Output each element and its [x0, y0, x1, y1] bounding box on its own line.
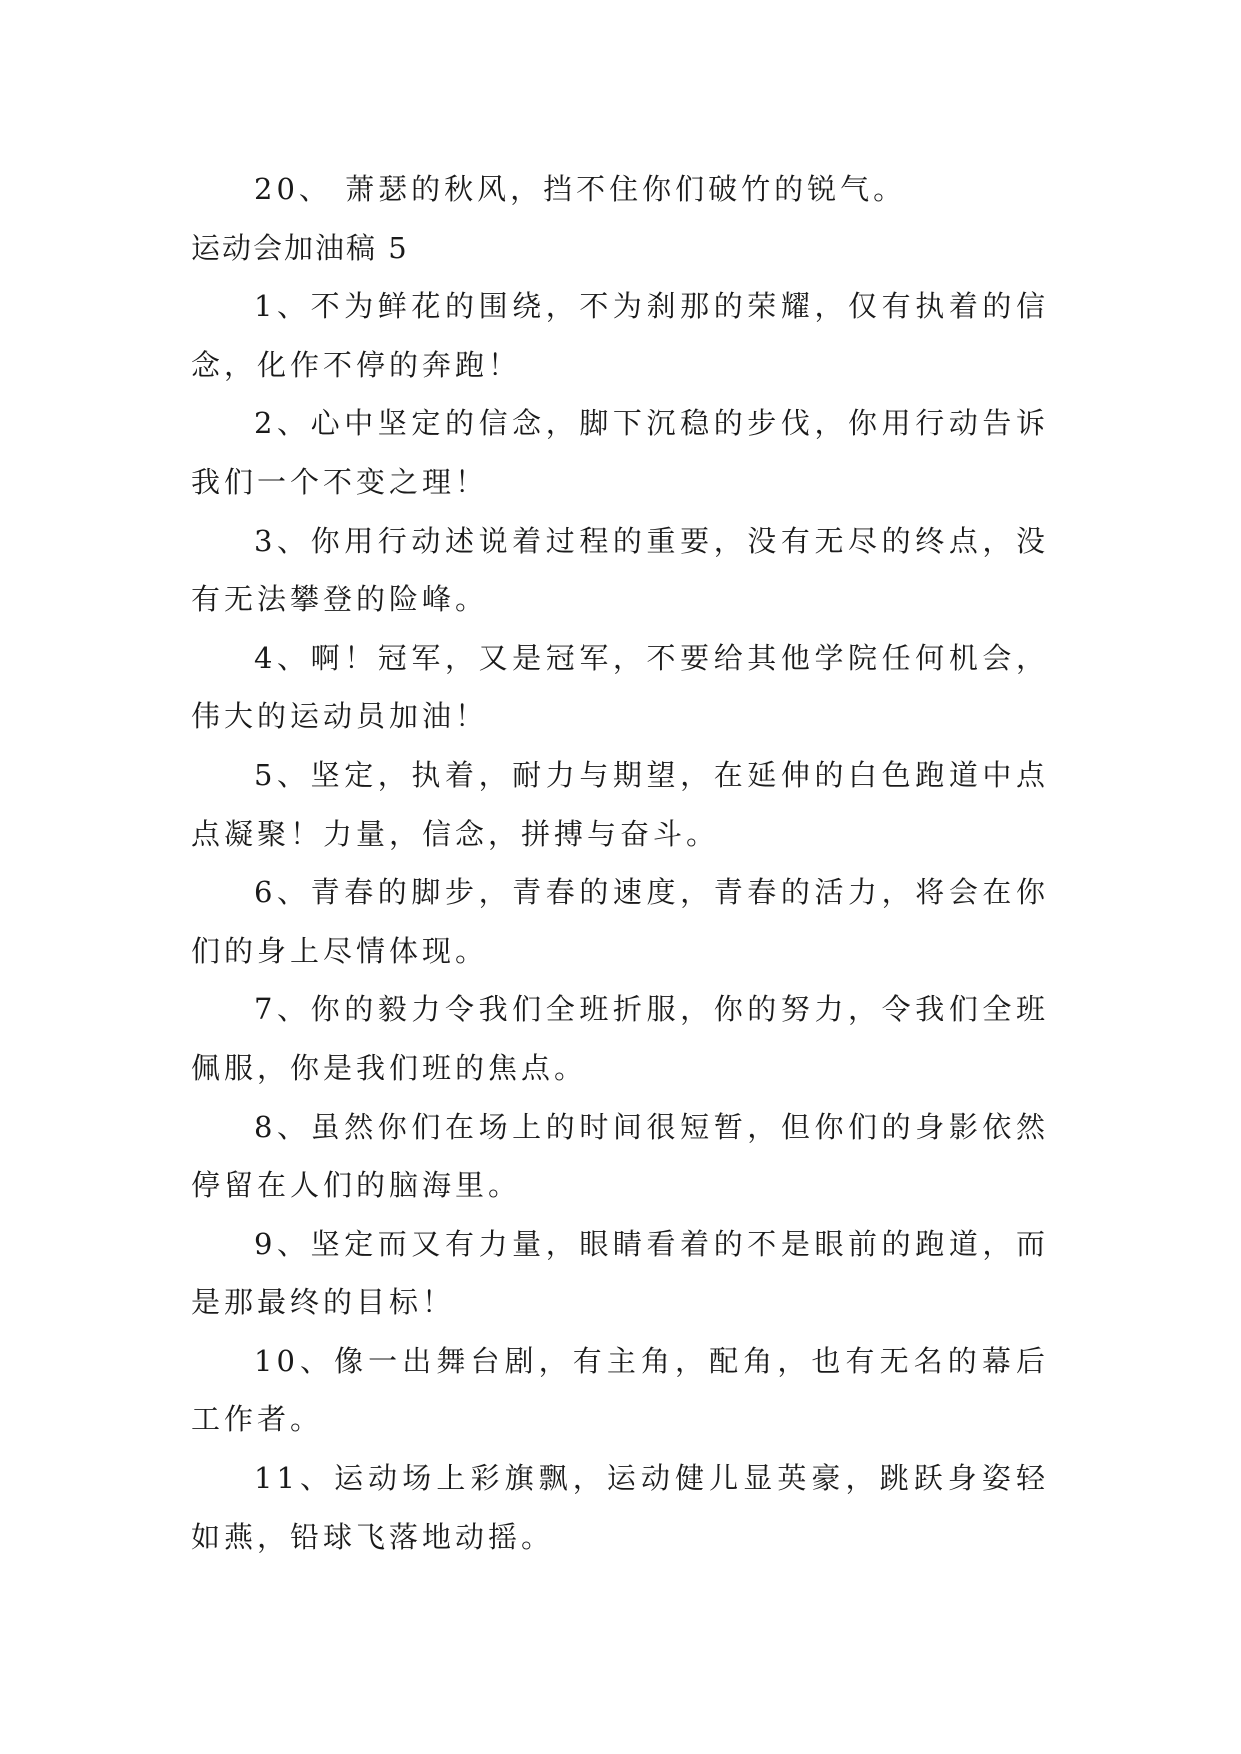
document-page [191, 160, 1049, 1566]
list-item: 10、像一出舞台剧，有主角，配角，也有无名的幕后工作者。 [191, 1343, 1049, 1437]
list-item: 5、坚定，执着，耐力与期望，在延伸的白色跑道中点点凝聚！力量，信念，拼搏与奋斗。 [191, 757, 1049, 851]
list-item: 11、运动场上彩旗飘，运动健儿显英豪，跳跃身姿轻如燕，铅球飞落地动摇。 [191, 1461, 1049, 1554]
list-item: 6、青春的脚步，青春的速度，青春的活力，将会在你们的身上尽情体现。 [191, 875, 1049, 968]
list-item: 8、虽然你们在场上的时间很短暂，但你们的身影依然停留在人们的脑海里。 [191, 1109, 1049, 1203]
list-item: 2、心中坚定的信念，脚下沉稳的步伐，你用行动告诉我们一个不变之理！ [191, 406, 1049, 499]
list-item: 7、你的毅力令我们全班折服，你的努力，令我们全班佩服，你是我们班的焦点。 [191, 992, 1049, 1085]
section-title: 运动会加油稿 5 [191, 230, 409, 265]
list-item: 3、你用行动述说着过程的重要，没有无尽的终点，没有无法攀登的险峰。 [191, 523, 1049, 617]
list-item: 1、不为鲜花的围绕，不为刹那的荣耀，仅有执着的信念，化作不停的奔跑！ [191, 289, 1049, 382]
list-item: 9、坚定而又有力量，眼睛看着的不是眼前的跑道，而是那最终的目标！ [191, 1226, 1049, 1320]
list-item: 4、啊！冠军，又是冠军，不要给其他学院任何机会，伟大的运动员加油！ [191, 640, 1049, 734]
intro-line: 20、 萧瑟的秋风，挡不住你们破竹的锐气。 [254, 172, 907, 206]
